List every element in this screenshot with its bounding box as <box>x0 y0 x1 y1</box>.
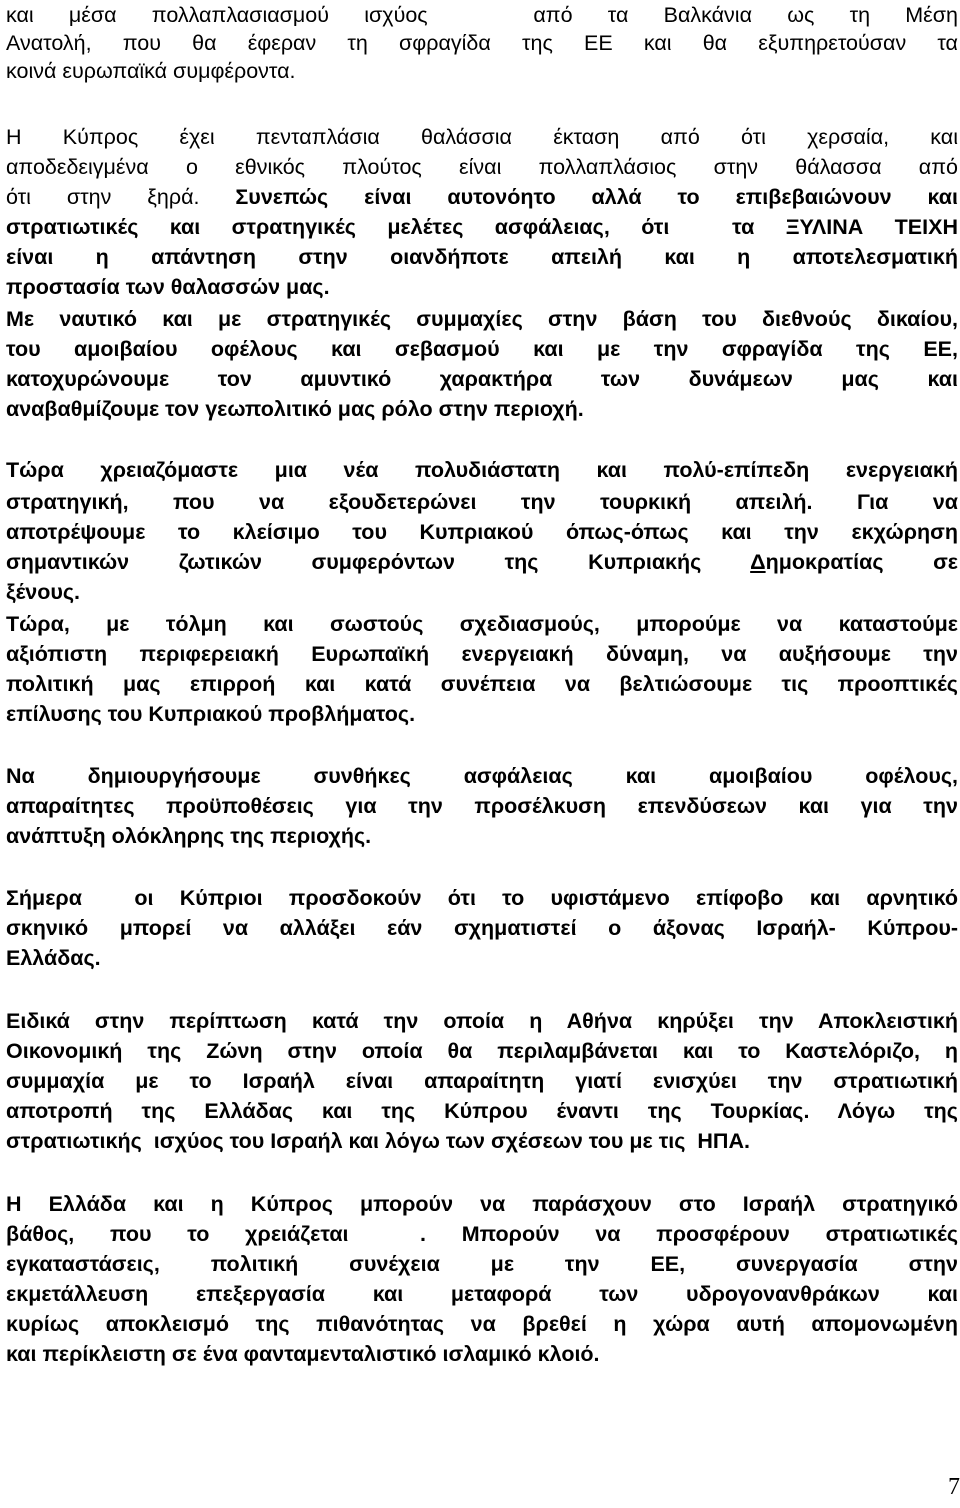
text-line: Με ναυτικό και με στρατηγικές συμμαχίες στην βάση του διεθνούς δικαίου, <box>6 307 958 331</box>
text-line: Η Κύπρος έχει πενταπλάσια θαλάσσια έκταση από ότι χερσαία, και <box>6 125 958 149</box>
text-line: αποδεδειγμένα ο εθνικός πλούτος είναι πολλαπλάσιος στην θάλασσα από <box>6 155 958 179</box>
text-line: και περίκλειστη σε ένα φανταμενταλιστικό ισλαμικό κλοιό. <box>6 1342 600 1366</box>
text-line: Η Ελλάδα και η Κύπρος μπορούν να παράσχουν στο Ισραήλ στρατηγικό <box>6 1192 958 1216</box>
text-line: Ειδικά στην περίπτωση κατά την οποία η Αθήνα κηρύξει την Αποκλειστική <box>6 1009 958 1033</box>
text-line: είναι η απάντηση στην οιανδήποτε απειλή και η αποτελεσματική <box>6 245 958 269</box>
underlined-letter: Δ <box>750 550 766 574</box>
text-line: στρατηγική, που να εξουδετερώνει την τουρκική απειλή. Για να <box>6 490 958 514</box>
text-line: Τώρα, με τόλμη και σωστούς σχεδιασμούς, μπορούμε να καταστούμε <box>6 612 958 636</box>
text-line <box>6 182 958 212</box>
text-line: Ελλάδας. <box>6 946 101 970</box>
text-line: πολιτική μας επιρροή και κατά συνέπεια να βελτιώσουμε τις προοπτικές <box>6 672 958 696</box>
text-line: Σήμερα οι Κύπριοι προσδοκούν ότι το υφιστάμενο επίφοβο και αρνητικό <box>6 886 958 910</box>
text-line: σκηνικό μπορεί να αλλάξει εάν σχηματιστεί ο άξονας Ισραήλ- Κύπρου- <box>6 916 958 940</box>
text-line: Οικονομική της Ζώνη στην οποία θα περιλαμβάνεται και το Καστελόριζο, η <box>6 1039 958 1063</box>
text-line: προστασία των θαλασσών μας. <box>6 275 330 299</box>
page-number: 7 <box>948 1474 960 1500</box>
text-line: αναβαθμίζουμε τον γεωπολιτικό μας ρόλο στην περιοχή. <box>6 397 584 421</box>
text-line: επίλυσης του Κυπριακού προβλήματος. <box>6 702 416 726</box>
text-line: εγκαταστάσεις, πολιτική συνέχεια με την ΕΕ, συνεργασία στην <box>6 1252 958 1276</box>
text-line: Ανατολή, που θα έφεραν τη σφραγίδα της ΕΕ και θα εξυπηρετούσαν τα <box>6 31 958 55</box>
text-line: βάθος, που το χρειάζεται . Μπορούν να προσφέρουν στρατιωτικές <box>6 1222 958 1246</box>
text-span: ημοκρατίας σε <box>765 550 958 574</box>
text-line: Να δημιουργήσουμε συνθήκες ασφάλειας και αμοιβαίου οφέλους, <box>6 764 958 788</box>
text-line <box>6 547 958 577</box>
text-line: στρατιωτικής ισχύος του Ισραήλ και λόγω των σχέσεων του με τις ΗΠΑ. <box>6 1129 750 1153</box>
text-line: αποτρέψουμε το κλείσιμο του Κυπριακού όπως-όπως και την εκχώρηση <box>6 520 958 544</box>
text-line: αποτροπή της Ελλάδας και της Κύπρου έναντι της Τουρκίας. Λόγω της <box>6 1099 958 1123</box>
text-span: σημαντικών ζωτικών συμφερόντων της Κυπριακής <box>6 550 751 574</box>
text-line: του αμοιβαίου οφέλους και σεβασμού και με την σφραγίδα της ΕΕ, <box>6 337 958 361</box>
text-line: συμμαχία με το Ισραήλ είναι απαραίτητη γιατί ενισχύει την στρατιωτική <box>6 1069 958 1093</box>
text-span: ότι στην ξηρά. <box>6 185 236 209</box>
text-line: αξιόπιστη περιφερειακή Ευρωπαϊκή ενεργειακή δύναμη, να αυξήσουμε την <box>6 642 958 666</box>
text-line: κυρίως αποκλεισμό της πιθανότητας να βρεθεί η χώρα αυτή απομονωμένη <box>6 1312 958 1336</box>
text-line: κοινά ευρωπαϊκά συμφέροντα. <box>6 59 296 83</box>
text-line: και μέσα πολλαπλασιασμού ισχύος από τα Βαλκάνια ως τη Μέση <box>6 3 958 27</box>
text-line: ξένους. <box>6 580 81 604</box>
text-line: στρατιωτικές και στρατηγικές μελέτες ασφάλειας, ότι τα ΞΥΛΙΝΑ ΤΕΙΧΗ <box>6 215 958 239</box>
text-line: εκμετάλλευση επεξεργασία και μεταφορά των υδρογονανθράκων και <box>6 1282 958 1306</box>
text-line: ανάπτυξη ολόκληρης της περιοχής. <box>6 824 372 848</box>
bold-text-span: Συνεπώς είναι αυτονόητο αλλά το επιβεβαιώνουν και <box>235 185 958 209</box>
text-line: απαραίτητες προϋποθέσεις για την προσέλκυση επενδύσεων και για την <box>6 794 958 818</box>
text-line: κατοχυρώνουμε τον αμυντικό χαρακτήρα των δυνάμεων μας και <box>6 367 958 391</box>
text-line: Τώρα χρειαζόμαστε μια νέα πολυδιάστατη και πολύ-επίπεδη ενεργειακή <box>6 458 958 482</box>
